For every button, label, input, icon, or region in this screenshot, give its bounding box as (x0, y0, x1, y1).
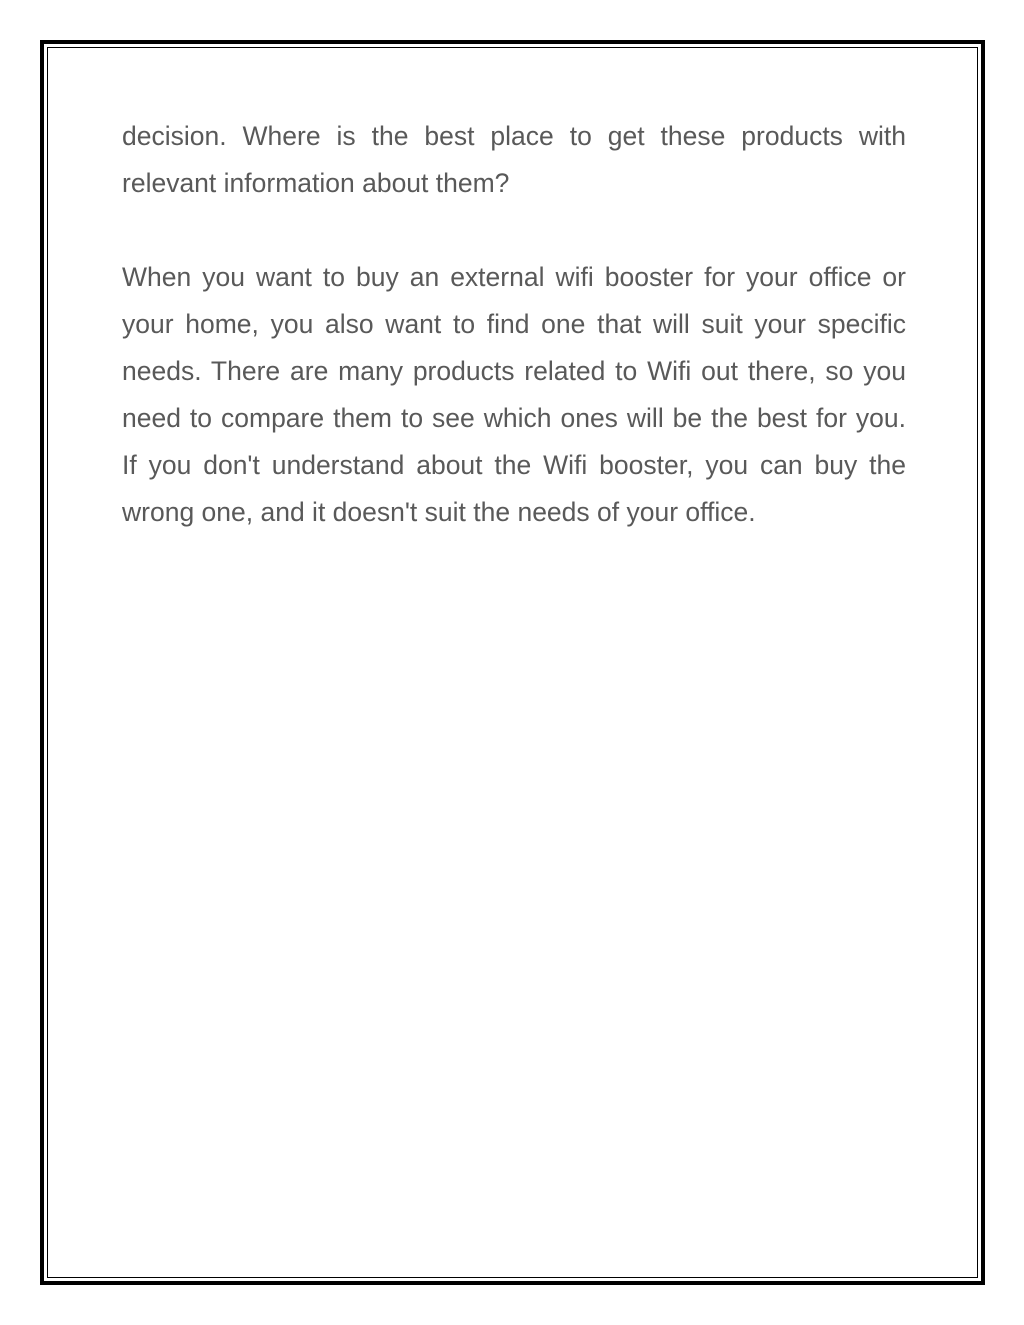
paragraph-2: When you want to buy an external wifi booster for your office or your home, you also want to find one that will suit your specific needs. There are many products related to Wifi out there, so you need to compare them to see which ones will be the best for you. If you don't understand about the Wifi booster, you can buy the wrong one, and it doesn't suit the needs of your office. (122, 262, 906, 527)
paragraph-1: decision. Where is the best place to get these products with relevant information about them? (122, 121, 906, 198)
document-body (122, 113, 906, 583)
